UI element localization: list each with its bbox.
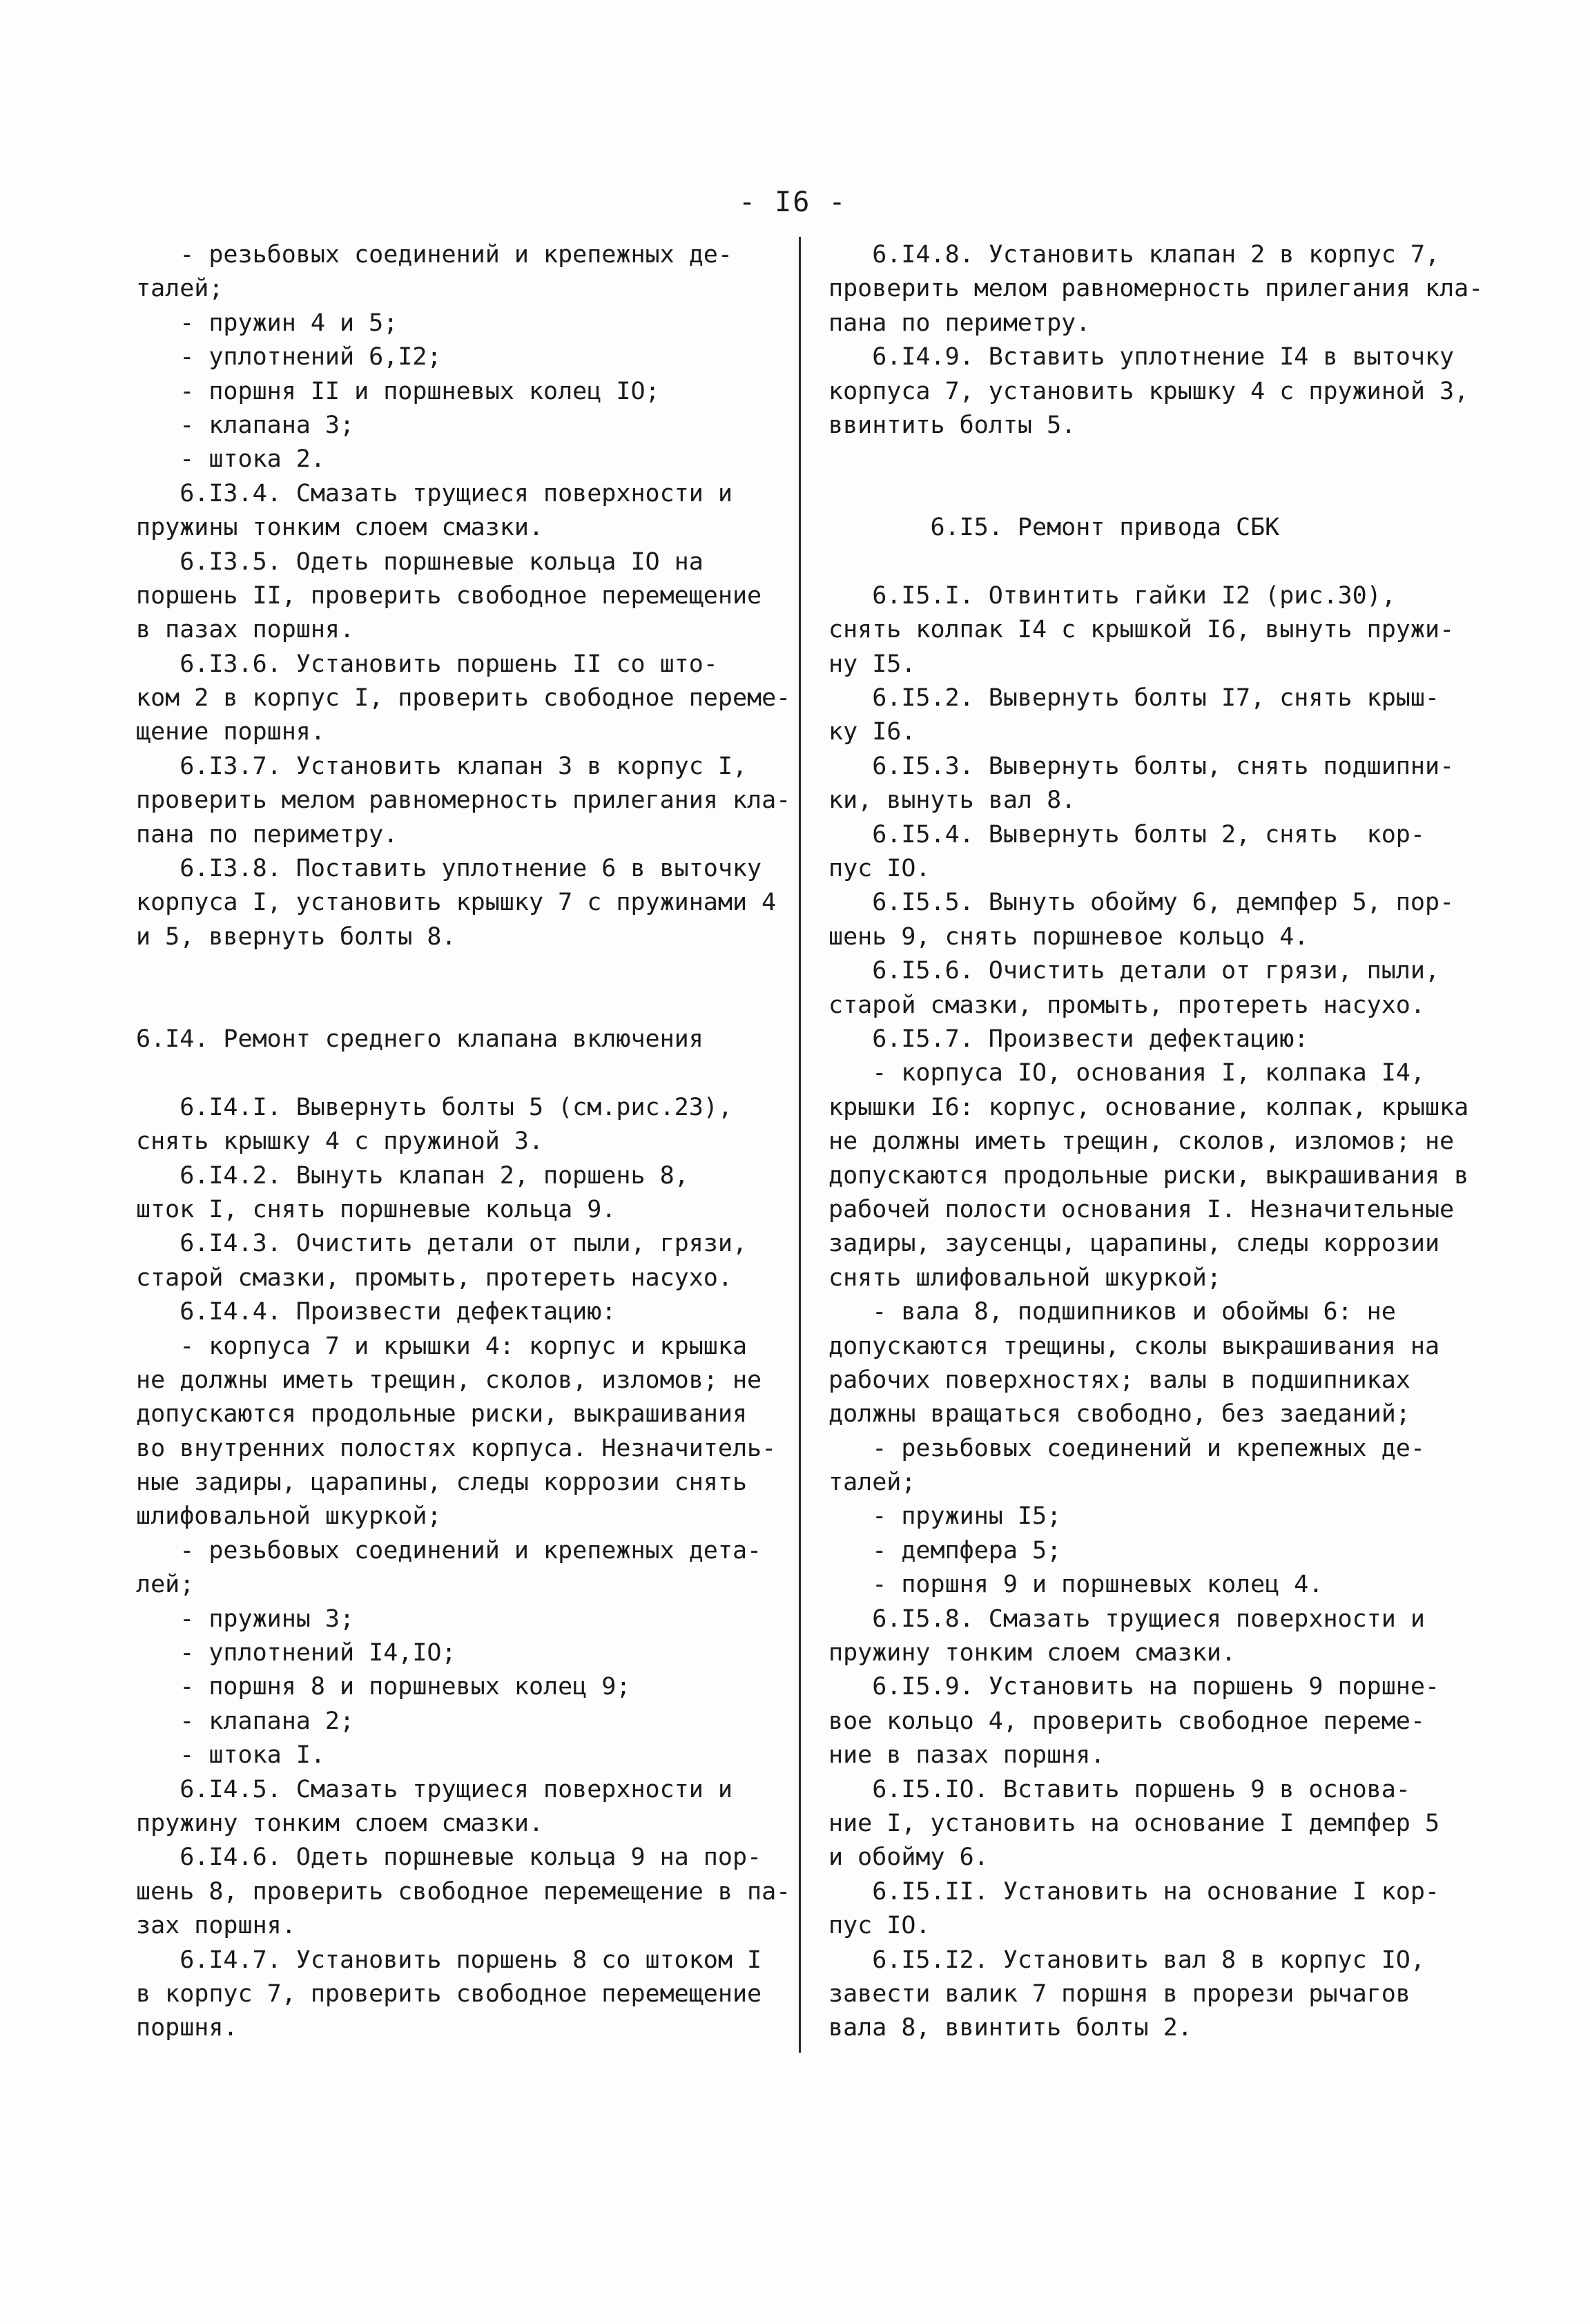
text-line: талей; — [136, 275, 224, 303]
text-line: 6.I3.6. Установить поршень II со што- — [136, 650, 718, 678]
text-line: пружину тонким слоем смазки. — [136, 1809, 544, 1837]
left-column — [136, 238, 791, 2046]
text-line: пус IO. — [828, 1912, 931, 1940]
text-line: - штока 2. — [136, 445, 325, 474]
text-line: пана по периметру. — [828, 309, 1091, 337]
text-line: 6.I5.8. Смазать трущиеся поверхности и — [828, 1605, 1425, 1633]
text-line: 6.I4.7. Установить поршень 8 со штоком I — [136, 1946, 762, 1974]
text-line: допускаются продольные риски, выкрашивания — [136, 1400, 748, 1429]
text-line: не должны иметь трещин, сколов, изломов; не — [136, 1366, 762, 1394]
text-line: снять крышку 4 с пружиной 3. — [136, 1127, 544, 1156]
text-line: завести валик 7 поршня в прорези рычагов — [828, 1979, 1410, 2008]
text-line: корпуса I, установить крышку 7 с пружинами 4 — [136, 889, 777, 917]
text-line: поршня. — [136, 2014, 238, 2042]
page-number: - I6 - — [739, 186, 847, 218]
text-line: талей; — [828, 1469, 916, 1497]
text-line: ние в пазах поршня. — [828, 1741, 1105, 1770]
text-line: рабочих поверхностях; валы в подшипниках — [828, 1366, 1410, 1394]
text-line: щение поршня. — [136, 718, 325, 746]
text-line: ки, вынуть вал 8. — [828, 786, 1076, 815]
right-column — [828, 238, 1484, 2046]
text-line: шток I, снять поршневые кольца 9. — [136, 1195, 617, 1223]
blank-line — [828, 545, 1464, 579]
text-line: 6.I4.6. Одеть поршневые кольца 9 на пор- — [136, 1843, 762, 1872]
text-line: ку I6. — [828, 718, 916, 746]
text-line: - корпуса IO, основания I, колпака I4, — [828, 1059, 1425, 1087]
text-line: пана по периметру. — [136, 820, 398, 849]
text-line: - клапана 2; — [136, 1707, 355, 1735]
blank-line — [828, 443, 1464, 476]
text-line: ну I5. — [828, 650, 916, 678]
text-line: в пазах поршня. — [136, 616, 355, 644]
text-line: крышки I6: корпус, основание, колпак, крышка — [828, 1093, 1469, 1121]
text-line: во внутренних полостях корпуса. Незначитель- — [136, 1434, 777, 1462]
text-line: 6.I4.4. Произвести дефектацию: — [136, 1298, 617, 1326]
text-line: 6.I5.2. Вывернуть болты I7, снять крыш- — [828, 684, 1440, 713]
text-line: 6.I3.5. Одеть поршневые кольца IO на — [136, 548, 704, 576]
text-line: 6.I4.2. Вынуть клапан 2, поршень 8, — [136, 1161, 689, 1190]
text-line: - пружины 3; — [136, 1605, 355, 1633]
text-line: ные задиры, царапины, следы коррозии снять — [136, 1469, 748, 1497]
text-line: поршень II, проверить свободное перемещение — [136, 581, 762, 610]
text-line: - клапана 3; — [136, 411, 355, 439]
text-line: - резьбовых соединений и крепежных де- — [828, 1434, 1425, 1462]
text-line: пус IO. — [828, 855, 931, 883]
text-line: - резьбовых соединений и крепежных де- — [136, 241, 733, 269]
text-line: 6.I5.4. Вывернуть болты 2, снять кор- — [828, 820, 1425, 849]
text-line: шлифовальной шкуркой; — [136, 1502, 442, 1531]
text-line: пружины тонким слоем смазки. — [136, 514, 544, 542]
text-line: 6.I5. Ремонт привода СБК — [828, 514, 1280, 542]
text-line: 6.I5.9. Установить на поршень 9 поршне- — [828, 1673, 1440, 1701]
text-line: вала 8, ввинтить болты 2. — [828, 2014, 1192, 2042]
text-line: 6.I4.3. Очистить детали от пыли, грязи, — [136, 1230, 748, 1258]
text-line: пружину тонким слоем смазки. — [828, 1639, 1237, 1667]
text-line: снять шлифовальной шкуркой; — [828, 1263, 1221, 1292]
blank-line — [136, 1056, 757, 1090]
text-line: зах поршня. — [136, 1912, 296, 1940]
text-line: старой смазки, промыть, протереть насухо. — [828, 991, 1425, 1019]
text-line: должны вращаться свободно, без заеданий; — [828, 1400, 1410, 1429]
text-line: ввинтить болты 5. — [828, 411, 1076, 439]
text-line: 6.I4.I. Вывернуть болты 5 (см.рис.23), — [136, 1093, 733, 1121]
text-line: 6.I5.II. Установить на основание I кор- — [828, 1877, 1440, 1906]
text-line: - поршня II и поршневых колец IO; — [136, 377, 660, 405]
text-line: шень 9, снять поршневое кольцо 4. — [828, 922, 1309, 951]
text-line: 6.I5.IO. Вставить поршень 9 в основа- — [828, 1775, 1410, 1803]
text-line: корпуса 7, установить крышку 4 с пружиной 3, — [828, 377, 1469, 405]
text-line: снять колпак I4 с крышкой I6, вынуть пружи- — [828, 616, 1455, 644]
text-line: - пружин 4 и 5; — [136, 309, 398, 337]
blank-line — [136, 989, 757, 1023]
text-line: 6.I5.I. Отвинтить гайки I2 (рис.30), — [828, 581, 1396, 610]
blank-line — [828, 477, 1464, 511]
text-line: допускаются трещины, сколы выкрашивания на — [828, 1332, 1440, 1360]
text-line: 6.I3.7. Установить клапан 3 в корпус I, — [136, 752, 748, 780]
text-line: - пружины I5; — [828, 1502, 1062, 1531]
text-line: 6.I4. Ремонт среднего клапана включения — [136, 1025, 704, 1053]
text-line: проверить мелом равномерность прилегания кла- — [136, 786, 791, 815]
text-line: допускаются продольные риски, выкрашивания в — [828, 1161, 1469, 1190]
text-line: не должны иметь трещин, сколов, изломов; не — [828, 1127, 1455, 1156]
text-line: 6.I5.7. Произвести дефектацию: — [828, 1025, 1309, 1053]
text-line: 6.I3.8. Поставить уплотнение 6 в выточку — [136, 855, 762, 883]
blank-line — [136, 954, 757, 988]
text-line: - уплотнений 6,I2; — [136, 343, 442, 371]
text-line: проверить мелом равномерность прилегания кла- — [828, 275, 1484, 303]
text-line: 6.I4.9. Вставить уплотнение I4 в выточку — [828, 343, 1455, 371]
text-line: - резьбовых соединений и крепежных дета- — [136, 1536, 762, 1565]
text-line: и 5, ввернуть болты 8. — [136, 922, 456, 951]
text-line: задиры, заусенцы, царапины, следы коррозии — [828, 1230, 1440, 1258]
text-line: вое кольцо 4, проверить свободное переме- — [828, 1707, 1425, 1735]
text-line: ком 2 в корпус I, проверить свободное переме- — [136, 684, 791, 713]
text-line: - демпфера 5; — [828, 1536, 1062, 1565]
text-line: - штока I. — [136, 1741, 325, 1770]
column-divider — [799, 237, 801, 2053]
text-line: 6.I3.4. Смазать трущиеся поверхности и — [136, 479, 733, 507]
text-line: - корпуса 7 и крышки 4: корпус и крышка — [136, 1332, 748, 1360]
text-line: 6.I4.5. Смазать трущиеся поверхности и — [136, 1775, 733, 1803]
text-line: - поршня 8 и поршневых колец 9; — [136, 1673, 631, 1701]
text-line: в корпус 7, проверить свободное перемещение — [136, 1979, 762, 2008]
text-line: - вала 8, подшипников и обоймы 6: не — [828, 1298, 1396, 1326]
text-line: ние I, установить на основание I демпфер 5 — [828, 1809, 1440, 1837]
text-line: - уплотнений I4,IO; — [136, 1639, 456, 1667]
text-line: 6.I5.3. Вывернуть болты, снять подшипни- — [828, 752, 1455, 780]
text-line: старой смазки, промыть, протереть насухо. — [136, 1263, 733, 1292]
text-line: 6.I5.6. Очистить детали от грязи, пыли, — [828, 957, 1440, 985]
text-line: рабочей полости основания I. Незначительные — [828, 1195, 1455, 1223]
text-line: 6.I5.I2. Установить вал 8 в корпус IO, — [828, 1946, 1425, 1974]
text-line: 6.I5.5. Вынуть обойму 6, демпфер 5, пор- — [828, 889, 1455, 917]
text-line: - поршня 9 и поршневых колец 4. — [828, 1571, 1324, 1599]
text-line: и обойму 6. — [828, 1843, 989, 1872]
text-line: лей; — [136, 1571, 195, 1599]
text-line: шень 8, проверить свободное перемещение в па- — [136, 1877, 791, 1906]
text-line: 6.I4.8. Установить клапан 2 в корпус 7, — [828, 241, 1440, 269]
